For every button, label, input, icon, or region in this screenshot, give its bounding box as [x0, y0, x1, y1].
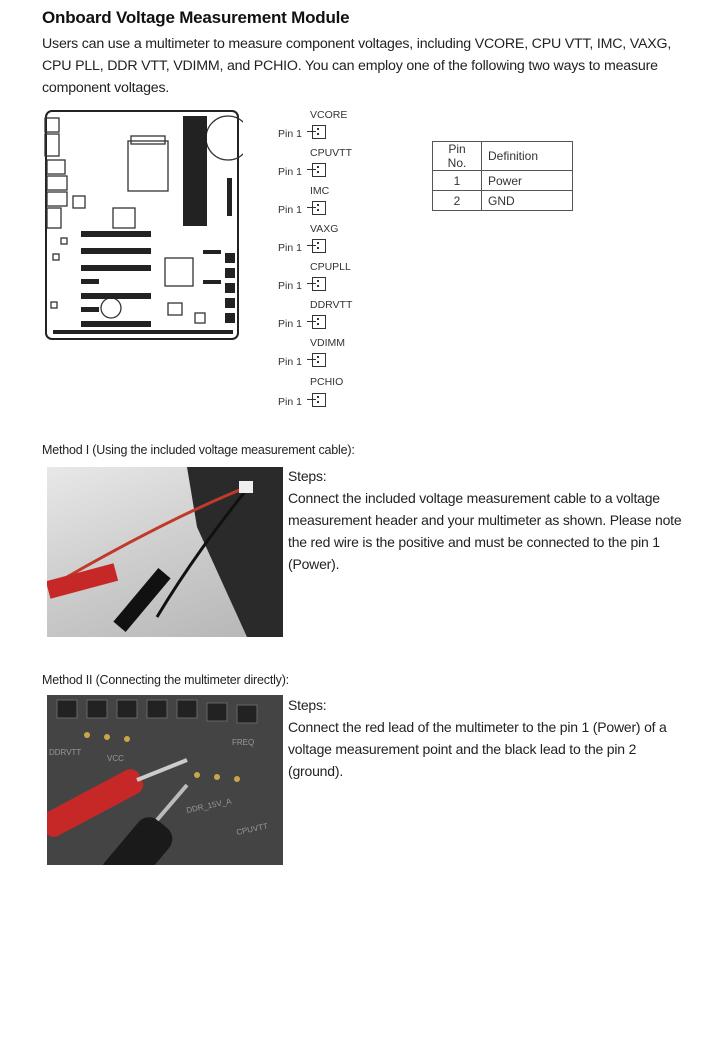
header-icon	[312, 353, 326, 367]
table-header-row	[433, 142, 573, 171]
header-icon	[312, 393, 326, 407]
pin-label: Pin 1	[278, 204, 302, 216]
method2-photo	[47, 695, 283, 865]
photo-label: DDRVTT	[49, 748, 82, 757]
table-cell: Power	[482, 171, 573, 191]
pin-name: IMC	[310, 185, 330, 197]
cable-photo-illustration	[47, 467, 283, 637]
photo-label: CPUVTT	[235, 821, 269, 837]
intro-paragraph: Users can use a multimeter to measure component voltages, including VCORE, CPU VTT, IMC, VAXG, CPU PLL, DDR VTT, VDIMM, and PCHIO. You can employ one of the following two ways to measure component voltages.	[42, 36, 672, 96]
pin-label: Pin 1	[278, 356, 302, 368]
method1-steps	[288, 465, 688, 575]
header-icon	[312, 163, 326, 177]
steps-text: Connect the included voltage measurement cable to a voltage measurement header and your multimeter as shown. Please note the red wire is the positive and must be connected to the pin 1 (Power).	[288, 490, 682, 572]
pin-label: Pin 1	[278, 280, 302, 292]
motherboard-diagram	[43, 108, 243, 344]
table-cell: 2	[433, 191, 482, 211]
header-icon	[312, 125, 326, 139]
pin-label: Pin 1	[278, 242, 302, 254]
pin-name: DDRVTT	[310, 299, 353, 311]
table-header: Definition	[482, 142, 573, 171]
steps-label: Steps:	[288, 697, 327, 713]
steps-text: Connect the red lead of the multimeter to the pin 1 (Power) of a voltage measurement point and the black lead to the pin 2 (ground).	[288, 719, 667, 779]
pin-label: Pin 1	[278, 396, 302, 408]
pin-label: Pin 1	[278, 166, 302, 178]
pin-name: CPUPLL	[310, 261, 351, 273]
pin-name: VAXG	[310, 223, 339, 235]
table-cell: 1	[433, 171, 482, 191]
multimeter-photo-illustration	[47, 695, 283, 865]
pin-name: VCORE	[310, 109, 348, 121]
table-row	[433, 191, 573, 211]
method1-photo	[47, 467, 283, 637]
table-cell: GND	[482, 191, 573, 211]
method2-heading: Method II (Connecting the multimeter directly):	[42, 673, 289, 687]
pin-label: Pin 1	[278, 318, 302, 330]
table-header: Pin No.	[433, 142, 482, 171]
table-row	[433, 171, 573, 191]
method2-steps	[288, 694, 688, 782]
header-icon	[312, 315, 326, 329]
page-title: Onboard Voltage Measurement Module	[42, 8, 350, 27]
pin-name: VDIMM	[310, 337, 345, 349]
pin-name: CPUVTT	[310, 147, 352, 159]
photo-label: DDR_15V_A	[185, 796, 233, 815]
header-icon	[312, 239, 326, 253]
header-icon	[312, 277, 326, 291]
header-icon	[312, 201, 326, 215]
photo-label: VCC	[107, 754, 124, 763]
pin-definition-table	[432, 141, 573, 211]
pin-label: Pin 1	[278, 128, 302, 140]
photo-label: FREQ	[232, 738, 255, 747]
method1-heading: Method I (Using the included voltage measurement cable):	[42, 443, 355, 457]
steps-label: Steps:	[288, 468, 327, 484]
pin-name: PCHIO	[310, 376, 344, 388]
